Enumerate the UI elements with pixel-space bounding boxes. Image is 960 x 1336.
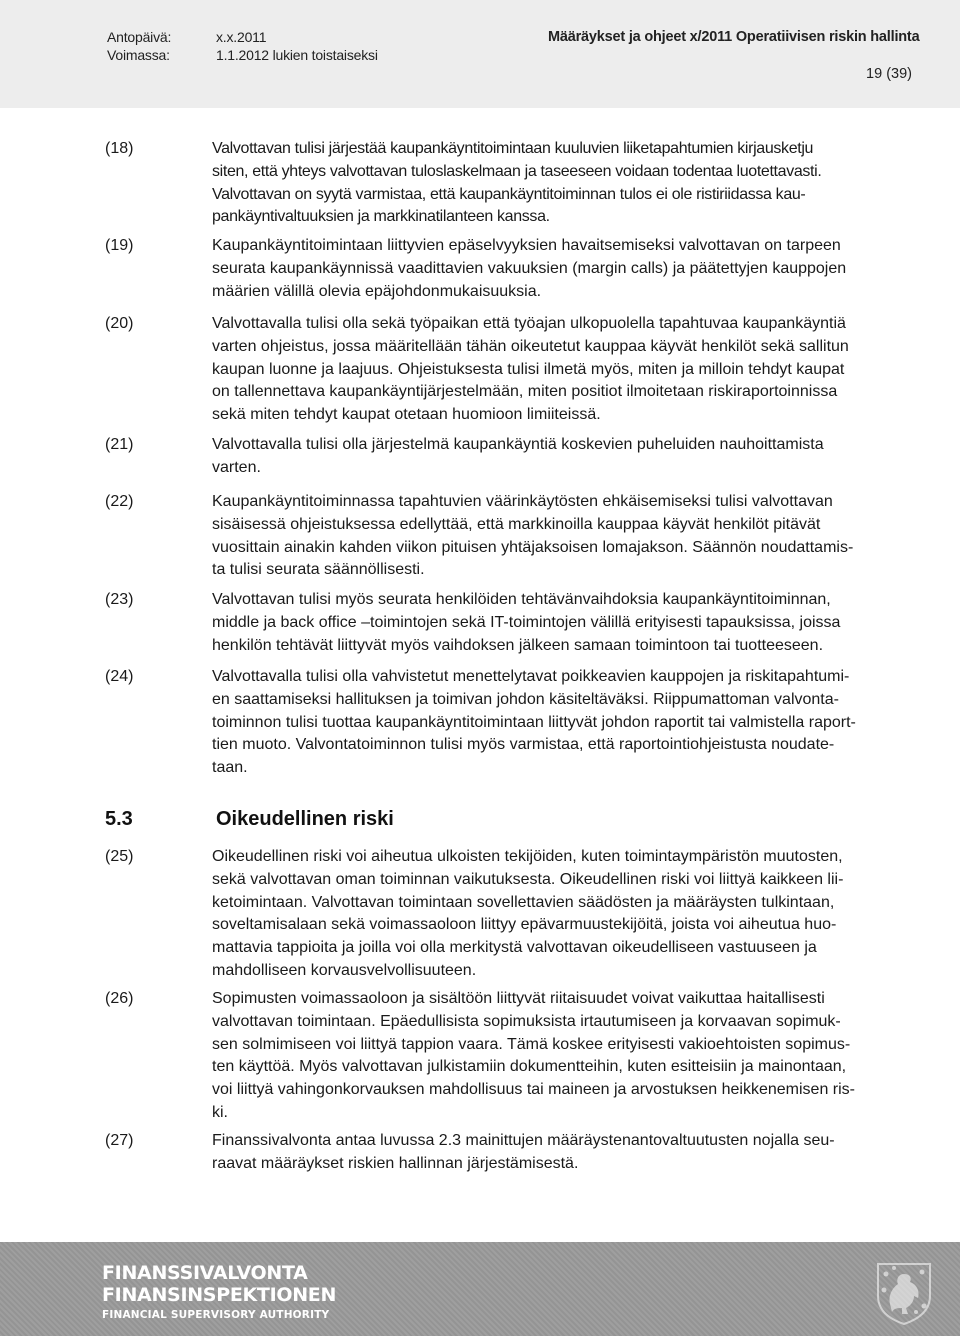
paragraph-number: (25) <box>105 848 134 865</box>
paragraph-text <box>212 589 912 657</box>
text-line: Finanssivalvonta antaa luvussa 2.3 mainittujen määräystenantovaltuutusten nojalla seu- <box>212 1132 835 1149</box>
text-line: Valvottavalla tulisi olla sekä työpaikan että työajan ulkopuolella tapahtuvaa kaupankäyntiä <box>212 315 846 332</box>
page-header <box>0 0 960 108</box>
text-line: toiminnon tulisi tuottaa kaupankäyntitoimintaan liittyvät johdon raportit tai valmistella raport- <box>212 713 856 731</box>
paragraph-text <box>212 434 912 480</box>
section-heading <box>0 806 960 836</box>
text-line: Kaupankäyntitoimintaan liittyvien epäselvyyksien havaitsemiseksi valvottavan on tarpeen <box>212 237 841 254</box>
text-line: sisäisessä ohjeistuksessa edellyttää, että markkinoilla kauppaa käyvät henkilöt pitävät <box>212 515 821 533</box>
paragraph-text <box>212 988 912 1125</box>
text-line: varten ohjeistus, jossa määritellään tähän oikeutetut kauppaa käyvät henkilöt sekä sallitun <box>212 337 849 355</box>
text-line: taan. <box>212 759 248 777</box>
text-line: on tallennettava kaupankäyntijärjestelmään, miten positiot ilmoitetaan riskiraportoinnissa <box>212 383 838 401</box>
text-line: sekä valvottavan oman toiminnan vaikutuksesta. Oikeudellinen riski voi liittyä kaikkeen lii- <box>212 870 844 888</box>
text-line: Valvottavan tulisi järjestää kaupankäyntitoimintaan kuuluvien liiketapahtumien kirjausketju <box>212 140 814 157</box>
text-line: Sopimusten voimassaoloon ja sisältöön liittyvät riitaisuudet voivat vaikuttaa haitallisesti <box>212 990 825 1007</box>
paragraph-number: (27) <box>105 1132 134 1149</box>
received-label: Antopäivä: <box>107 29 172 45</box>
text-line: ta tulisi seurata säännöllisesti. <box>212 561 425 579</box>
paragraph-number: (26) <box>105 990 134 1007</box>
lion-coat-of-arms-icon <box>872 1260 936 1326</box>
text-line: määrien välillä olevia epäjohdonmukaisuuksia. <box>212 282 542 300</box>
text-line: sekä miten tehdyt kaupat otetaan huomioon limiiteissä. <box>212 406 601 424</box>
valid-value: 1.1.2012 lukien toistaiseksi <box>216 47 378 63</box>
logo-text-english: FINANCIAL SUPERVISORY AUTHORITY <box>102 1309 330 1321</box>
page-footer <box>0 1242 960 1336</box>
text-line: en saattamiseksi hallituksen ja toimivan johdon käsiteltäväksi. Riippumattoman valvonta- <box>212 690 839 708</box>
paragraph-number: (23) <box>105 591 134 608</box>
text-line: Oikeudellinen riski voi aiheutua ulkoisten tekijöiden, kuten toimintaympäristön muutosten, <box>212 848 843 865</box>
text-line: sen solmimiseen voi liittyä tappion vaara. Tämä koskee erityisesti vakioehtoisten sopimus- <box>212 1035 851 1053</box>
page-number: 19 (39) <box>866 66 912 82</box>
text-line: mahdolliseen korvausvelvollisuuteen. <box>212 961 477 979</box>
text-line: varten. <box>212 458 261 476</box>
text-line: ki. <box>212 1103 228 1121</box>
text-line: Valvottavan tulisi myös seurata henkilöiden tehtävänvaihdoksia kaupankäyntitoiminnan, <box>212 591 831 608</box>
text-line: siten, että yhteys valvottavan tuloslaskelmaan ja taseeseen voidaan todentaa luotettavasti. <box>212 162 822 180</box>
text-line: ketoimintaan. Valvottavan toimintaan sovellettavien säädösten ja määräysten tulkintaan, <box>212 893 835 911</box>
paragraph-number: (22) <box>105 493 134 510</box>
paragraph-text <box>212 846 912 983</box>
text-line: tien muoto. Valvontatoiminnon tulisi myös varmistaa, että raportointiohjeistusta noudate- <box>212 736 835 754</box>
text-line: Valvottavalla tulisi olla vahvistetut menettelytavat poikkeavien kauppojen ja riskitapahtumi- <box>212 668 850 685</box>
valid-label: Voimassa: <box>107 47 170 63</box>
text-line: Valvottavalla tulisi olla järjestelmä kaupankäyntiä koskevien puheluiden nauhoittamista <box>212 436 824 453</box>
paragraph-number: (24) <box>105 668 134 685</box>
paragraph-text <box>212 235 912 303</box>
text-line: mattavia tappioita ja joilla voi olla merkitystä valvottavan oikeudelliseen vastuuseen ja <box>212 939 817 957</box>
text-line: ten käyttöä. Myös valvottavan julkistamiin dokumentteihin, kuten esitteisiin ja mainontaan, <box>212 1058 847 1076</box>
text-line: raavat määräykset riskien hallinnan järjestämisestä. <box>212 1154 579 1172</box>
paragraph-number: (21) <box>105 436 134 453</box>
text-line: pankäyntivaltuuksien ja markkinatilanteen kanssa. <box>212 208 550 226</box>
text-line: vuosittain ainakin kahden viikon pituisen yhtäjaksoisen lomajakson. Säännön noudattamis- <box>212 538 854 556</box>
paragraph-number: (20) <box>105 315 134 332</box>
text-line: henkilön tehtävät liittyvät myös vaihdoksen jälkeen samaan toimintoon tai tuotteeseen. <box>212 636 824 654</box>
paragraph-text <box>212 666 912 780</box>
paragraph-number: (18) <box>105 140 134 157</box>
text-line: kaupan luonne ja laajuus. Ohjeistuksesta tulisi ilmetä myös, miten ja milloin tehdyt kaupat <box>212 360 845 378</box>
text-line: soveltamisalaan sekä voimassaoloon liittyy epävarmuustekijöitä, joista voi aiheutua huo- <box>212 916 837 934</box>
paragraph-text <box>212 313 912 427</box>
section-title: Oikeudellinen riski <box>216 808 394 830</box>
text-line: Kaupankäyntitoiminnassa tapahtuvien väärinkäytösten ehkäisemiseksi tulisi valvottavan <box>212 493 833 510</box>
logo-text-finnish: FINANSSIVALVONTA <box>102 1262 308 1284</box>
paragraph-text <box>212 1130 912 1176</box>
text-line: valvottavan toimintaan. Epäedullisista sopimuksista irtautumiseen ja korvaavan sopimuk- <box>212 1012 841 1030</box>
logo-text-swedish: FINANSINSPEKTIONEN <box>102 1284 337 1306</box>
paragraph-text <box>212 491 912 582</box>
paragraph-number: (19) <box>105 237 134 254</box>
paragraph-text <box>212 138 912 229</box>
section-number: 5.3 <box>105 808 133 830</box>
text-line: voi liittyä vahingonkorvauksen mahdollisuus tai maineen ja arvostuksen heikkenemisen ris- <box>212 1081 855 1099</box>
document-title: Määräykset ja ohjeet x/2011 Operatiivisen riskin hallinta <box>548 29 920 45</box>
text-line: Valvottavan on syytä varmistaa, että kaupankäyntitoiminnan tulos ei ole ristiriidassa kau- <box>212 185 806 203</box>
text-line: seurata kaupankäynnissä vaadittavien vakuuksien (margin calls) ja päätettyjen kauppojen <box>212 259 847 277</box>
received-date: x.x.2011 <box>216 29 267 45</box>
text-line: middle ja back office –toimintojen sekä IT-toimintojen välillä erityisesti tapauksissa, joissa <box>212 613 841 631</box>
